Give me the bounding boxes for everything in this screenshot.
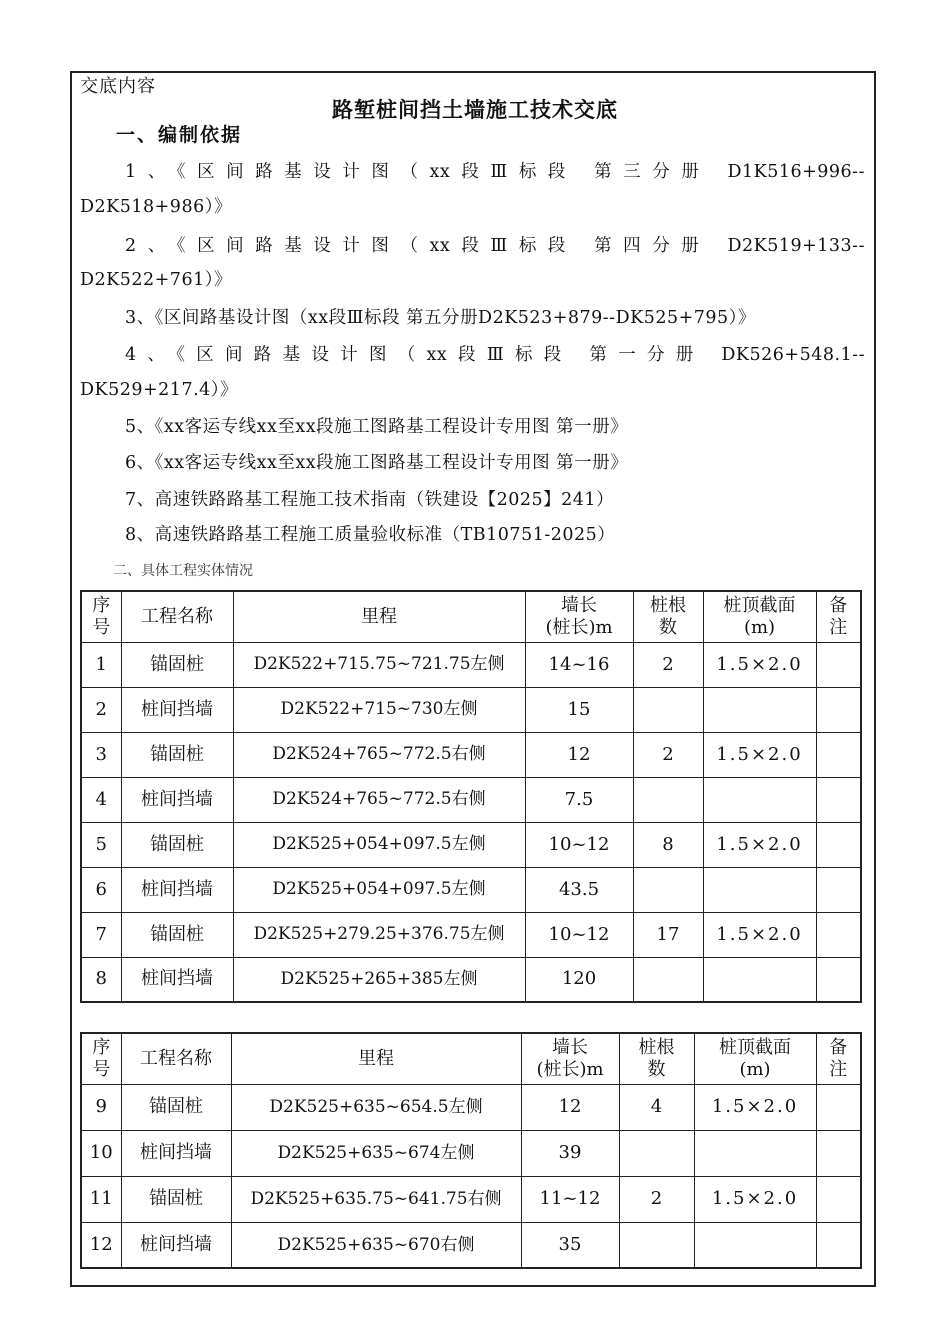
cell-piles [633, 867, 703, 912]
cell-length: 39 [521, 1130, 619, 1176]
cell-piles: 2 [619, 1176, 694, 1222]
cell-section [694, 1130, 816, 1176]
header-piles-line1: 桩根 [650, 595, 686, 617]
header-seq-line2: 号 [92, 1058, 111, 1080]
header-section [703, 591, 816, 642]
table-row [81, 822, 861, 867]
header-length [525, 591, 633, 642]
cell-remark [816, 732, 861, 777]
cell-section [703, 687, 816, 732]
cell-name: 桩间挡墙 [121, 687, 233, 732]
header-mileage: 里程 [233, 591, 525, 642]
cell-length: 14~16 [525, 642, 633, 687]
header-name: 工程名称 [121, 1033, 231, 1084]
cell-name: 桩间挡墙 [121, 957, 233, 1002]
project-table-1 [80, 590, 862, 1003]
header-length-line2: (桩长)m [536, 1058, 604, 1080]
cell-length: 35 [521, 1222, 619, 1268]
cell-length: 12 [525, 732, 633, 777]
header-section-line2: (m) [739, 1058, 771, 1080]
cell-length: 7.5 [525, 777, 633, 822]
reference-item-continuation: DK529+217.4）》 [80, 380, 239, 400]
cell-piles [633, 957, 703, 1002]
header-seq [81, 1033, 121, 1084]
reference-item: 4、《区间路基设计图（xx段Ⅲ标段 第一分册 DK526+548.1-- [125, 345, 865, 365]
table-row [81, 687, 861, 732]
cell-mileage: D2K525+279.25+376.75左侧 [233, 912, 525, 957]
cell-piles [619, 1130, 694, 1176]
table-row [81, 912, 861, 957]
cell-length: 120 [525, 957, 633, 1002]
cell-piles: 2 [633, 642, 703, 687]
cell-mileage: D2K525+635~674左侧 [231, 1130, 521, 1176]
cell-name: 锚固桩 [121, 1084, 231, 1130]
cell-seq: 12 [81, 1222, 121, 1268]
table-row [81, 642, 861, 687]
cell-seq: 2 [81, 687, 121, 732]
cell-remark [816, 1222, 861, 1268]
cell-seq: 9 [81, 1084, 121, 1130]
reference-item-continuation: D2K518+986）》 [80, 197, 232, 217]
cell-mileage: D2K522+715.75~721.75左侧 [233, 642, 525, 687]
reference-item: 5、《xx客运专线xx至xx段施工图路基工程设计专用图 第一册》 [125, 417, 629, 437]
cell-name: 锚固桩 [121, 732, 233, 777]
table-row [81, 867, 861, 912]
cell-piles [633, 777, 703, 822]
cell-section [703, 867, 816, 912]
header-remark-line2: 注 [829, 616, 848, 638]
cell-piles: 17 [633, 912, 703, 957]
header-seq-line2: 号 [92, 616, 111, 638]
cell-remark [816, 1130, 861, 1176]
header-length-line2: (桩长)m [545, 616, 613, 638]
header-remark [816, 591, 861, 642]
cell-length: 43.5 [525, 867, 633, 912]
table-header-row [81, 591, 861, 642]
cell-piles: 2 [633, 732, 703, 777]
reference-item: 7、高速铁路路基工程施工技术指南（铁建设【2025】241） [125, 490, 615, 510]
cell-mileage: D2K525+635~670右侧 [231, 1222, 521, 1268]
cell-length: 15 [525, 687, 633, 732]
header-section [694, 1033, 816, 1084]
cell-seq: 1 [81, 642, 121, 687]
header-piles-line1: 桩根 [638, 1037, 675, 1059]
cell-length: 12 [521, 1084, 619, 1130]
cell-section: 1.5×2.0 [703, 912, 816, 957]
cell-name: 桩间挡墙 [121, 777, 233, 822]
header-piles [619, 1033, 694, 1084]
cell-name: 锚固桩 [121, 822, 233, 867]
page-title: 路堑桩间挡土墙施工技术交底 [332, 97, 618, 122]
cell-remark [816, 867, 861, 912]
cell-seq: 8 [81, 957, 121, 1002]
cell-section: 1.5×2.0 [703, 822, 816, 867]
cell-mileage: D2K525+635.75~641.75右侧 [231, 1176, 521, 1222]
cell-mileage: D2K525+054+097.5左侧 [233, 822, 525, 867]
section-label: 交底内容 [80, 76, 156, 97]
cell-length: 10~12 [525, 822, 633, 867]
cell-mileage: D2K524+765~772.5右侧 [233, 777, 525, 822]
cell-section: 1.5×2.0 [703, 642, 816, 687]
header-section-line1: 桩顶截面 [719, 1037, 791, 1059]
cell-remark [816, 1176, 861, 1222]
cell-name: 锚固桩 [121, 912, 233, 957]
header-section-line1: 桩顶截面 [723, 595, 796, 617]
header-section-line2: (m) [743, 616, 776, 638]
cell-remark [816, 912, 861, 957]
cell-piles: 4 [619, 1084, 694, 1130]
section2-heading: 二、具体工程实体情况 [113, 563, 253, 579]
cell-section [703, 777, 816, 822]
header-piles-line2: 数 [647, 1058, 666, 1080]
header-piles-line2: 数 [659, 616, 677, 638]
cell-piles: 8 [633, 822, 703, 867]
cell-name: 锚固桩 [121, 1176, 231, 1222]
cell-piles [619, 1222, 694, 1268]
header-name: 工程名称 [121, 591, 233, 642]
header-remark-line1: 备 [829, 1037, 848, 1059]
cell-seq: 7 [81, 912, 121, 957]
table-row [81, 957, 861, 1002]
header-length-line1: 墙长 [552, 1037, 588, 1059]
cell-remark [816, 822, 861, 867]
header-length-line1: 墙长 [561, 595, 597, 617]
cell-seq: 6 [81, 867, 121, 912]
header-seq-line1: 序 [92, 1037, 111, 1059]
header-piles [633, 591, 703, 642]
header-remark-line1: 备 [829, 595, 848, 617]
reference-item: 1、《区间路基设计图（xx段Ⅲ标段 第三分册 D1K516+996-- [125, 162, 865, 182]
cell-name: 桩间挡墙 [121, 1222, 231, 1268]
reference-item-continuation: D2K522+761）》 [80, 270, 232, 290]
cell-name: 桩间挡墙 [121, 867, 233, 912]
cell-mileage: D2K525+054+097.5左侧 [233, 867, 525, 912]
cell-length: 10~12 [525, 912, 633, 957]
header-remark-line2: 注 [829, 1058, 848, 1080]
cell-name: 桩间挡墙 [121, 1130, 231, 1176]
cell-piles [633, 687, 703, 732]
cell-length: 11~12 [521, 1176, 619, 1222]
header-length [521, 1033, 619, 1084]
header-mileage: 里程 [231, 1033, 521, 1084]
cell-seq: 10 [81, 1130, 121, 1176]
reference-item: 8、高速铁路路基工程施工质量验收标准（TB10751-2025） [125, 525, 616, 545]
cell-remark [816, 1084, 861, 1130]
project-table-2 [80, 1032, 862, 1269]
cell-section [694, 1222, 816, 1268]
reference-item: 6、《xx客运专线xx至xx段施工图路基工程设计专用图 第一册》 [125, 453, 629, 473]
reference-item: 3、《区间路基设计图（xx段Ⅲ标段 第五分册D2K523+879--DK525+795）》 [125, 308, 756, 328]
cell-remark [816, 957, 861, 1002]
cell-section: 1.5×2.0 [694, 1176, 816, 1222]
cell-section: 1.5×2.0 [703, 732, 816, 777]
cell-remark [816, 687, 861, 732]
table-row [81, 777, 861, 822]
cell-seq: 11 [81, 1176, 121, 1222]
cell-section [703, 957, 816, 1002]
table-row [81, 1130, 861, 1176]
table-row [81, 1084, 861, 1130]
reference-item: 2、《区间路基设计图（xx段Ⅲ标段 第四分册 D2K519+133-- [125, 236, 865, 256]
table-row [81, 732, 861, 777]
cell-name: 锚固桩 [121, 642, 233, 687]
cell-remark [816, 642, 861, 687]
cell-seq: 3 [81, 732, 121, 777]
header-seq-line1: 序 [92, 595, 111, 617]
section1-heading: 一、编制依据 [116, 124, 243, 146]
cell-mileage: D2K524+765~772.5右侧 [233, 732, 525, 777]
table-row [81, 1222, 861, 1268]
cell-mileage: D2K525+635~654.5左侧 [231, 1084, 521, 1130]
cell-mileage: D2K525+265+385左侧 [233, 957, 525, 1002]
header-seq [81, 591, 121, 642]
cell-mileage: D2K522+715~730左侧 [233, 687, 525, 732]
header-remark [816, 1033, 861, 1084]
cell-remark [816, 777, 861, 822]
table-header-row [81, 1033, 861, 1084]
cell-seq: 5 [81, 822, 121, 867]
cell-seq: 4 [81, 777, 121, 822]
cell-section: 1.5×2.0 [694, 1084, 816, 1130]
table-row [81, 1176, 861, 1222]
